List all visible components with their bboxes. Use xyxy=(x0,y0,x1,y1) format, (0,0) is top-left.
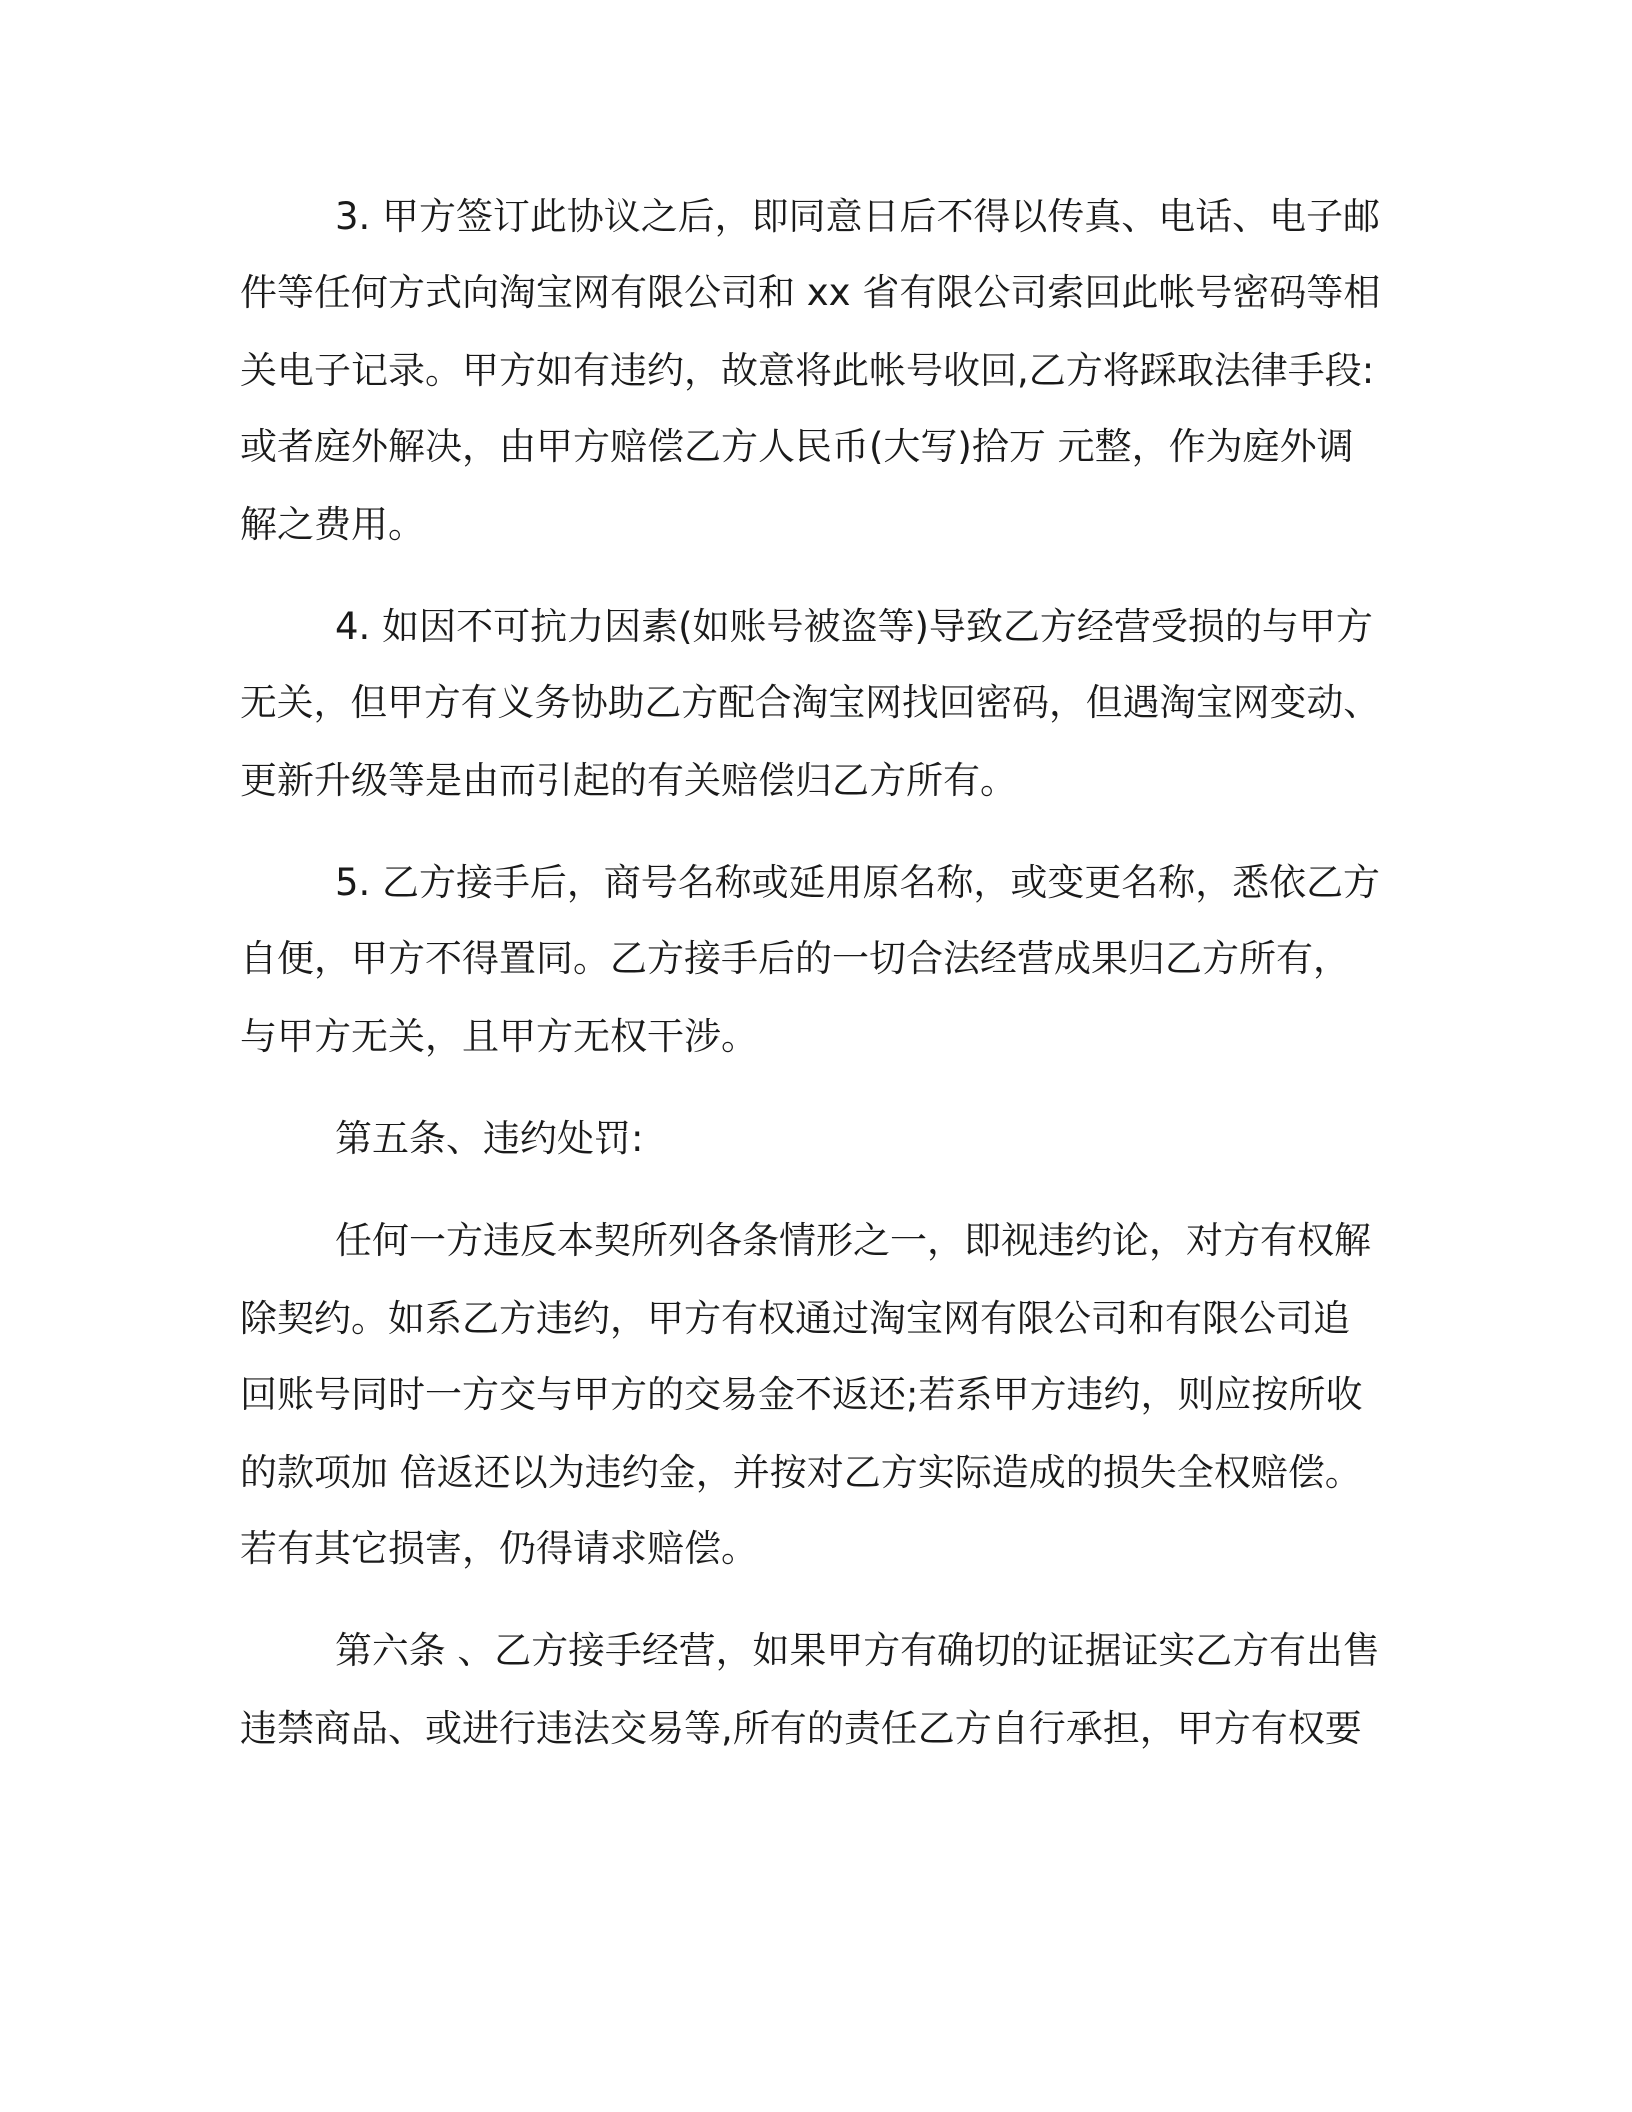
clause-5-line-3: 与甲方无关，且甲方无权干涉。 xyxy=(240,1015,758,1058)
clause-3-line-2: 件等任何方式向淘宝网有限公司和 xx 省有限公司索回此帐号密码等相 xyxy=(240,271,1381,314)
article-5-line-2: 除契约。如系乙方违约，甲方有权通过淘宝网有限公司和有限公司追 xyxy=(240,1297,1350,1340)
article-6-line-1: 第六条 、乙方接手经营，如果甲方有确切的证据证实乙方有出售 xyxy=(335,1629,1380,1672)
article-5-line-1: 任何一方违反本契所列各条情形之一，即视违约论，对方有权解 xyxy=(335,1219,1371,1262)
article-5-heading: 第五条、违约处罚: xyxy=(335,1117,644,1160)
article-6-line-2: 违禁商品、或进行违法交易等,所有的责任乙方自行承担，甲方有权要 xyxy=(240,1707,1362,1750)
clause-5-line-2: 自便，甲方不得置同。乙方接手后的一切合法经营成果归乙方所有， xyxy=(240,937,1350,980)
article-5-line-5: 若有其它损害，仍得请求赔偿。 xyxy=(240,1527,758,1570)
clause-5-line-1: 5. 乙方接手后，商号名称或延用原名称，或变更名称，悉依乙方 xyxy=(335,861,1381,904)
clause-4-line-2: 无关，但甲方有义务协助乙方配合淘宝网找回密码，但遇淘宝网变动、 xyxy=(240,681,1381,724)
article-5-line-3: 回账号同时一方交与甲方的交易金不返还;若系甲方违约，则应按所收 xyxy=(240,1373,1363,1416)
clause-3-line-3: 关电子记录。甲方如有违约，故意将此帐号收回,乙方将踩取法律手段: xyxy=(240,349,1375,392)
clause-3-line-5: 解之费用。 xyxy=(240,503,425,546)
clause-4-line-3: 更新升级等是由而引起的有关赔偿归乙方所有。 xyxy=(240,759,1017,802)
clause-4-line-1: 4. 如因不可抗力因素(如账号被盗等)导致乙方经营受损的与甲方 xyxy=(335,605,1373,648)
article-5-line-4: 的款项加 倍返还以为违约金，并按对乙方实际造成的损失全权赔偿。 xyxy=(240,1451,1362,1494)
clause-3-line-4: 或者庭外解决，由甲方赔偿乙方人民币(大写)拾万 元整，作为庭外调 xyxy=(240,425,1354,468)
clause-3-line-1: 3. 甲方签订此协议之后，即同意日后不得以传真、电话、电子邮 xyxy=(335,195,1381,238)
